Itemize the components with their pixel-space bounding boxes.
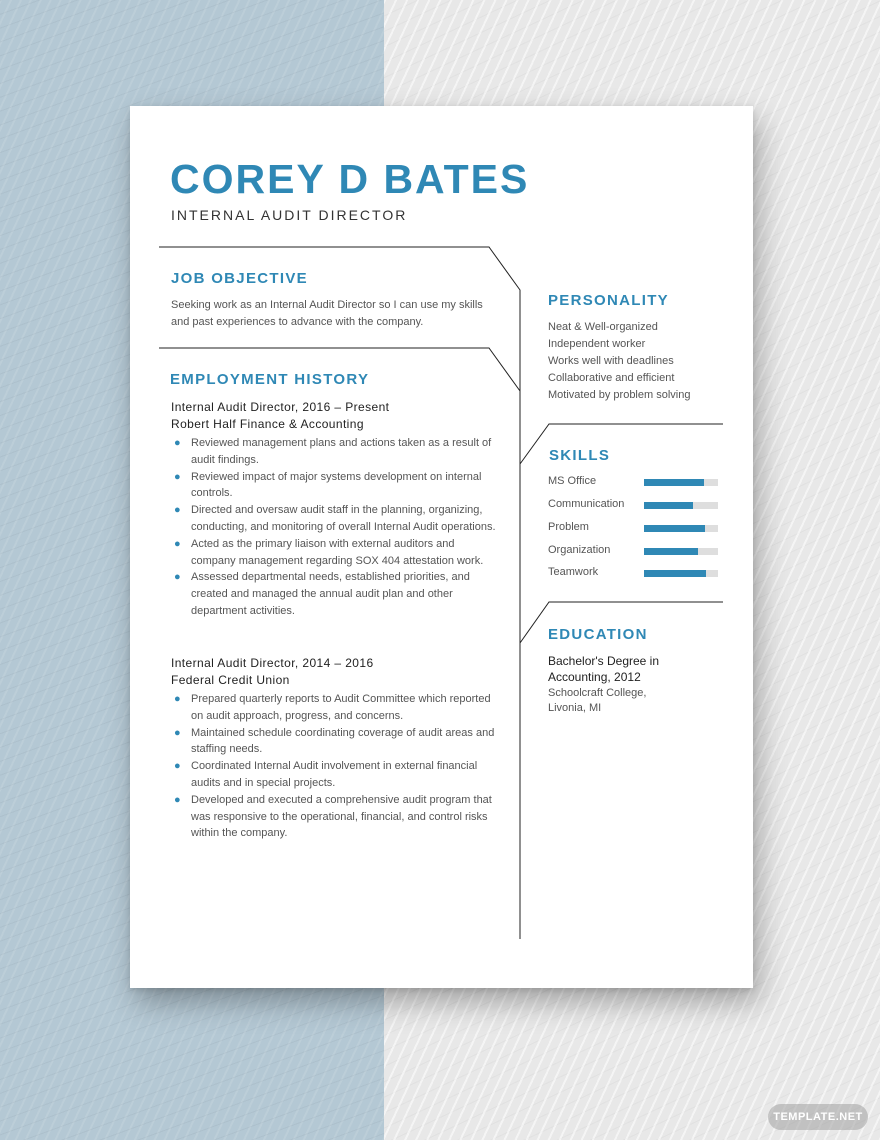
- bullet-icon: ●: [174, 437, 181, 449]
- bullet-icon: ●: [174, 760, 181, 773]
- skill-label: Communication: [548, 498, 625, 510]
- list-item: ● Developed and executed a comprehensive audit program that was responsive to the operational, financial, and control risks within the company.: [174, 793, 492, 840]
- list-item: ● Reviewed management plans and actions taken as a result of audit findings.: [174, 437, 492, 466]
- job-title: Internal Audit Director, 2014 – 2016: [171, 656, 374, 670]
- education-school-line2: Livonia, MI: [548, 702, 602, 714]
- personality-list: [548, 319, 690, 404]
- skill-label: Organization: [548, 544, 611, 556]
- list-item: ● Directed and oversaw audit staff in the planning, organizing, conducting, and monitoring of overall Internal Audit operations.: [174, 504, 496, 533]
- education-degree-line2: Accounting, 2012: [548, 669, 641, 684]
- skill-bar-track: [644, 502, 718, 509]
- skill-bar-fill: [644, 479, 704, 486]
- skills-heading: SKILLS: [549, 447, 611, 464]
- skill-bar-track: [644, 548, 718, 555]
- skill-row: [548, 498, 718, 514]
- list-item: ● Coordinated Internal Audit involvement in external financial audits and in special projects.: [174, 760, 478, 789]
- skill-label: Problem: [548, 521, 589, 533]
- bullet-icon: ●: [174, 726, 181, 739]
- skill-bar-fill: [644, 525, 705, 532]
- skill-bar-fill: [644, 548, 698, 555]
- skill-bar-fill: [644, 570, 706, 577]
- list-item: ● Acted as the primary liaison with external auditors and company management regarding SOX 404 attestation work.: [174, 537, 484, 567]
- list-item: Motivated by problem solving: [548, 388, 691, 401]
- skill-bar-track: [644, 479, 718, 486]
- job-company: Robert Half Finance & Accounting: [171, 417, 364, 431]
- bullet-icon: ●: [174, 504, 181, 517]
- list-item: Works well with deadlines: [548, 354, 674, 367]
- employment-heading: EMPLOYMENT HISTORY: [170, 371, 370, 388]
- list-item: ● Prepared quarterly reports to Audit Committee which reported on audit approach, progress, and concerns.: [174, 693, 491, 722]
- candidate-name: COREY D BATES: [170, 156, 530, 202]
- bullet-icon: ●: [174, 470, 181, 483]
- template-watermark[interactable]: TEMPLATE.NET: [768, 1104, 868, 1130]
- job-company: Federal Credit Union: [171, 673, 290, 687]
- candidate-title: INTERNAL AUDIT DIRECTOR: [171, 207, 408, 223]
- education-heading: EDUCATION: [548, 626, 648, 643]
- list-item: Neat & Well-organized: [548, 321, 658, 333]
- personality-heading: PERSONALITY: [548, 292, 669, 309]
- resume-page: [130, 106, 753, 988]
- skill-bar-track: [644, 525, 718, 532]
- job-entry: [171, 655, 496, 842]
- education-degree-line1: Bachelor's Degree in: [548, 654, 660, 668]
- skill-bar-fill: [644, 502, 693, 509]
- list-item: ● Assessed departmental needs, established priorities, and created and managed the annual audit plan and other department activities.: [174, 571, 470, 617]
- job-bullets: [171, 435, 496, 620]
- skill-row: [548, 544, 718, 560]
- skill-row: [548, 521, 718, 537]
- job-bullets: [171, 691, 496, 842]
- skill-row: [548, 566, 718, 582]
- skill-label: MS Office: [548, 475, 597, 487]
- list-item: Independent worker: [548, 337, 646, 350]
- objective-text: Seeking work as an Internal Audit Director so I can use my skills and past experiences to advance with the company.: [171, 299, 483, 328]
- skill-label: Teamwork: [548, 566, 599, 578]
- bullet-icon: ●: [174, 693, 181, 705]
- bullet-icon: ●: [174, 571, 181, 584]
- skill-bar-track: [644, 570, 718, 577]
- list-item: Collaborative and efficient: [548, 371, 675, 384]
- education-school-line1: Schoolcraft College,: [548, 687, 647, 699]
- skill-row: [548, 475, 718, 491]
- education-entry: [548, 654, 728, 716]
- list-item: ● Maintained schedule coordinating coverage of audit areas and staffing needs.: [174, 726, 495, 756]
- objective-heading: JOB OBJECTIVE: [171, 270, 308, 287]
- list-item: ● Reviewed impact of major systems development on internal controls.: [174, 470, 482, 500]
- bullet-icon: ●: [174, 793, 181, 806]
- job-entry: [171, 399, 496, 620]
- job-title: Internal Audit Director, 2016 – Present: [171, 400, 390, 414]
- bullet-icon: ●: [174, 537, 181, 550]
